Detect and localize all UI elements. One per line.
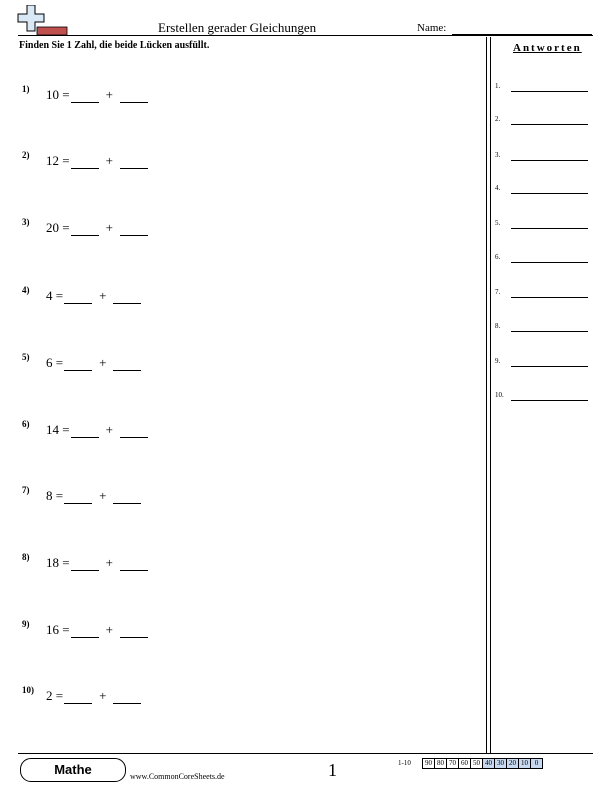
answer-blank[interactable] <box>64 689 92 704</box>
answer-blank[interactable] <box>71 556 99 571</box>
equation-lhs: 8 = <box>46 488 64 503</box>
plus-sign: + <box>105 622 113 637</box>
equation-lhs: 18 = <box>46 555 70 570</box>
answer-key-line[interactable] <box>511 400 588 401</box>
answer-key-number: 6. <box>495 253 501 261</box>
plus-sign: + <box>105 555 113 570</box>
answer-key-item <box>495 391 595 405</box>
equation <box>46 555 149 571</box>
equation-lhs: 4 = <box>46 288 64 303</box>
problem-number: 2) <box>22 150 30 160</box>
answer-key-number: 2. <box>495 115 501 123</box>
column-divider <box>486 37 487 753</box>
equation <box>46 288 142 304</box>
plus-sign: + <box>99 688 107 703</box>
column-divider <box>490 37 491 753</box>
plus-sign: + <box>105 153 113 168</box>
answer-key-item <box>495 219 595 233</box>
answer-blank[interactable] <box>120 221 148 236</box>
equation <box>46 422 149 438</box>
answer-blank[interactable] <box>64 289 92 304</box>
answer-key-number: 5. <box>495 219 501 227</box>
answer-blank[interactable] <box>120 623 148 638</box>
answer-key-item <box>495 82 595 96</box>
equation <box>46 153 149 169</box>
answer-blank[interactable] <box>113 689 141 704</box>
answer-blank[interactable] <box>113 489 141 504</box>
answer-blank[interactable] <box>71 623 99 638</box>
score-cell: 0 <box>531 758 543 769</box>
problem-number: 3) <box>22 217 30 227</box>
answer-key-item <box>495 357 595 371</box>
equation <box>46 488 142 504</box>
plus-sign: + <box>105 422 113 437</box>
equation <box>46 87 149 103</box>
equation <box>46 220 149 236</box>
answer-key-number: 1. <box>495 82 501 90</box>
site-link[interactable]: www.CommonCoreSheets.de <box>130 772 225 781</box>
score-cell: 40 <box>483 758 495 769</box>
name-label: Name: <box>417 22 447 34</box>
score-range-label: 1-10 <box>398 759 411 767</box>
problem-number: 1) <box>22 84 30 94</box>
score-cell: 60 <box>459 758 471 769</box>
answer-blank[interactable] <box>71 154 99 169</box>
plus-logo-icon <box>17 5 69 37</box>
equation-lhs: 6 = <box>46 355 64 370</box>
score-cell: 80 <box>435 758 447 769</box>
answer-blank[interactable] <box>120 154 148 169</box>
answer-blank[interactable] <box>120 556 148 571</box>
score-cell: 50 <box>471 758 483 769</box>
footer-rule <box>18 753 593 754</box>
equation-lhs: 16 = <box>46 622 70 637</box>
equation-lhs: 20 = <box>46 220 70 235</box>
answer-key-item <box>495 115 595 129</box>
answer-key-number: 10. <box>495 391 504 399</box>
answer-key-item <box>495 253 595 267</box>
equation-lhs: 2 = <box>46 688 64 703</box>
equation <box>46 688 142 704</box>
answer-key-number: 9. <box>495 357 501 365</box>
answer-blank[interactable] <box>120 423 148 438</box>
answer-key-number: 8. <box>495 322 501 330</box>
answer-key-number: 7. <box>495 288 501 296</box>
answer-key-line[interactable] <box>511 297 588 298</box>
score-cell: 90 <box>422 758 435 769</box>
answer-key-line[interactable] <box>511 262 588 263</box>
answer-key-line[interactable] <box>511 91 588 92</box>
answer-key-line[interactable] <box>511 124 588 125</box>
plus-sign: + <box>99 288 107 303</box>
problem-number: 9) <box>22 619 30 629</box>
instructions: Finden Sie 1 Zahl, die beide Lücken ausfüllt. <box>19 40 210 51</box>
answer-blank[interactable] <box>64 356 92 371</box>
answer-blank[interactable] <box>71 221 99 236</box>
answer-blank[interactable] <box>64 489 92 504</box>
answer-blank[interactable] <box>120 88 148 103</box>
score-cell: 70 <box>447 758 459 769</box>
answer-key-line[interactable] <box>511 160 588 161</box>
score-cell: 10 <box>519 758 531 769</box>
equation-lhs: 12 = <box>46 153 70 168</box>
plus-sign: + <box>99 355 107 370</box>
score-table <box>398 758 543 769</box>
answer-key-line[interactable] <box>511 228 588 229</box>
equation-lhs: 10 = <box>46 87 70 102</box>
subject-badge: Mathe <box>20 758 126 782</box>
problem-number: 8) <box>22 552 30 562</box>
answer-key-number: 3. <box>495 151 501 159</box>
answer-key-item <box>495 151 595 165</box>
problem-number: 4) <box>22 285 30 295</box>
answer-blank[interactable] <box>113 289 141 304</box>
answer-key-line[interactable] <box>511 193 588 194</box>
problem-number: 7) <box>22 485 30 495</box>
plus-sign: + <box>105 87 113 102</box>
answer-key-line[interactable] <box>511 331 588 332</box>
answer-key-line[interactable] <box>511 366 588 367</box>
problem-number: 10) <box>22 685 34 695</box>
score-cell: 30 <box>495 758 507 769</box>
problem-number: 6) <box>22 419 30 429</box>
answer-key-item <box>495 184 595 198</box>
score-cell: 20 <box>507 758 519 769</box>
equation-lhs: 14 = <box>46 422 70 437</box>
answer-blank[interactable] <box>71 423 99 438</box>
equation <box>46 622 149 638</box>
answers-title: Antworten <box>513 42 582 54</box>
worksheet-title: Erstellen gerader Gleichungen <box>158 20 317 35</box>
plus-sign: + <box>99 488 107 503</box>
answer-blank[interactable] <box>71 88 99 103</box>
plus-sign: + <box>105 220 113 235</box>
answer-blank[interactable] <box>113 356 141 371</box>
header-rule <box>18 35 593 36</box>
equation <box>46 355 142 371</box>
answer-key-item <box>495 322 595 336</box>
answer-key-item <box>495 288 595 302</box>
answer-key-number: 4. <box>495 184 501 192</box>
page-number: 1 <box>328 760 337 780</box>
problem-number: 5) <box>22 352 30 362</box>
